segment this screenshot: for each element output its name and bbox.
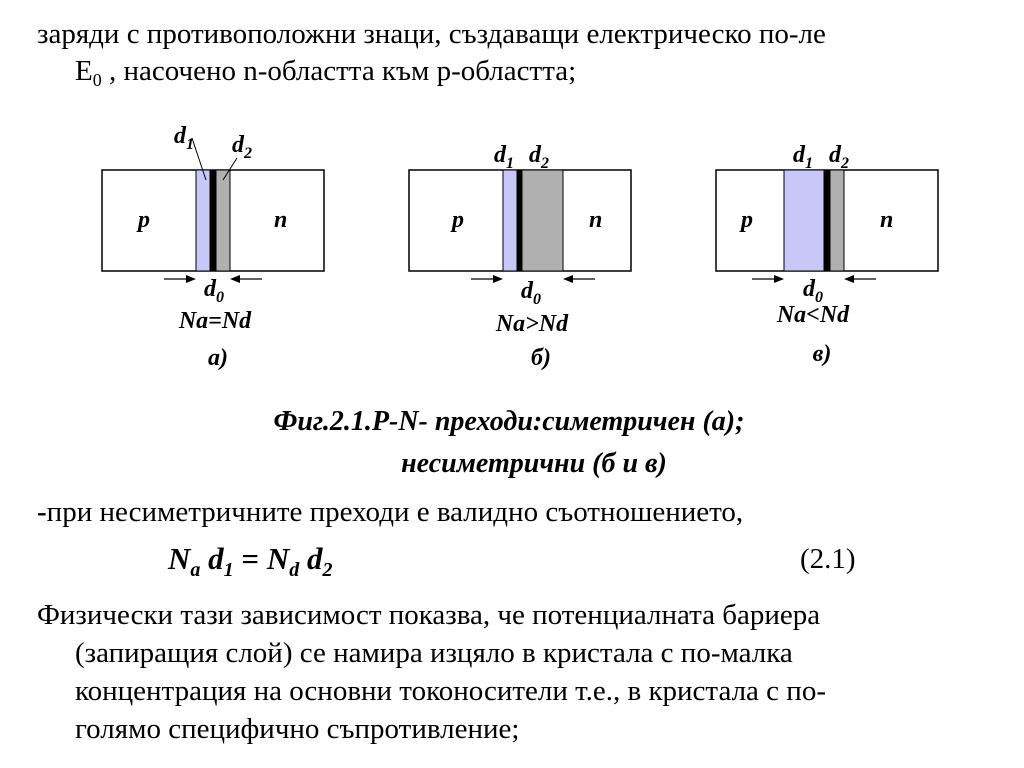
dash: - [37, 496, 47, 528]
figure-caption-line-1: Фиг.2.1.P-N- преходи:симетричен (а); [273, 406, 745, 437]
n-depletion-b [522, 170, 563, 271]
d2-label-c: $d_2$ [829, 142, 849, 172]
intro-line-1: заряди с противоположни знаци, създаващи електрическо по-ле [37, 18, 826, 50]
arrowhead-left-a [186, 275, 196, 283]
junction-c [824, 170, 830, 271]
d2-label-b: $d_2$ [529, 142, 549, 172]
d1-label-a: $d_1$ [174, 123, 194, 153]
conclusion-line-1: Физически тази зависимост показва, че потенциалната бариера [37, 599, 821, 631]
junction-b [517, 170, 522, 271]
p-label-b: p [452, 207, 464, 233]
eq-sub-1: 1 [223, 559, 234, 581]
relation-b: Na>Nd [495, 311, 569, 337]
conclusion-line-2: (запиращия слой) се намира изцяло в кристала с по-малка [75, 637, 793, 669]
conclusion-paragraph [37, 596, 997, 748]
eq-N-d: N [266, 541, 290, 576]
intro-paragraph [37, 16, 997, 90]
d1-label-b: $d_1$ [494, 142, 514, 172]
sublabel-a: а) [208, 345, 228, 371]
d1-label-c: $d_1$ [793, 142, 813, 172]
pn-junction-diagrams [0, 120, 1024, 400]
conclusion-line-3: концентрация на основни токоносители т.е., в кристала с по- [75, 675, 826, 707]
n-label-b: n [589, 207, 603, 233]
intro-line-2-text: , насочено n-областта към p-областта; [101, 55, 577, 87]
p-depletion-b [503, 170, 517, 271]
relation-text: при несиметричните преходи е валидно съотношението, [46, 496, 744, 528]
n-depletion-c [830, 170, 844, 271]
relation-paragraph [37, 494, 743, 531]
arrowhead-right-c [844, 275, 854, 283]
n-depletion-a [216, 170, 230, 271]
eq-equals: = [233, 541, 267, 576]
field-subscript: 0 [92, 70, 102, 90]
arrowhead-right-b [563, 275, 573, 283]
diagram-c [716, 142, 938, 367]
eq-sub-d: d [289, 559, 300, 581]
arrowhead-left-b [493, 275, 503, 283]
d0-label-a: $d_0$ [204, 276, 224, 306]
eq-sub-2: 2 [322, 559, 333, 581]
conclusion-line-4: голямо специфично съпротивление; [75, 713, 520, 745]
diagram-b [409, 142, 631, 371]
eq-d-1: d [208, 541, 224, 576]
eq-sub-a: a [190, 559, 201, 581]
p-depletion-c [784, 170, 824, 271]
sublabel-b: б) [531, 345, 551, 371]
d0-label-b: $d_0$ [521, 278, 541, 308]
d2-label-a: $d_2$ [232, 132, 252, 162]
pn-junction-figure [0, 120, 1024, 400]
n-label-c: n [880, 207, 894, 233]
arrowhead-right-a [230, 275, 240, 283]
sublabel-c: в) [812, 341, 832, 367]
figure-caption-line-2: несиметрични (б и в) [401, 448, 667, 479]
equation [168, 541, 333, 581]
p-label-a: p [138, 207, 150, 233]
relation-a: Na=Nd [178, 308, 252, 334]
field-symbol: E [75, 55, 93, 87]
eq-N-a: N [168, 541, 191, 576]
junction-a [210, 170, 216, 271]
n-label-a: n [274, 207, 288, 233]
p-depletion-a [196, 170, 210, 271]
p-label-c: p [741, 207, 753, 233]
equation-number: (2.1) [800, 543, 856, 575]
d0-label-c: $d_0$ [803, 276, 823, 306]
relation-c: Na<Nd [776, 302, 850, 328]
intro-line-2 [37, 53, 997, 90]
eq-d-2: d [306, 541, 323, 576]
diagram-a [102, 123, 324, 371]
arrowhead-left-c [774, 275, 784, 283]
